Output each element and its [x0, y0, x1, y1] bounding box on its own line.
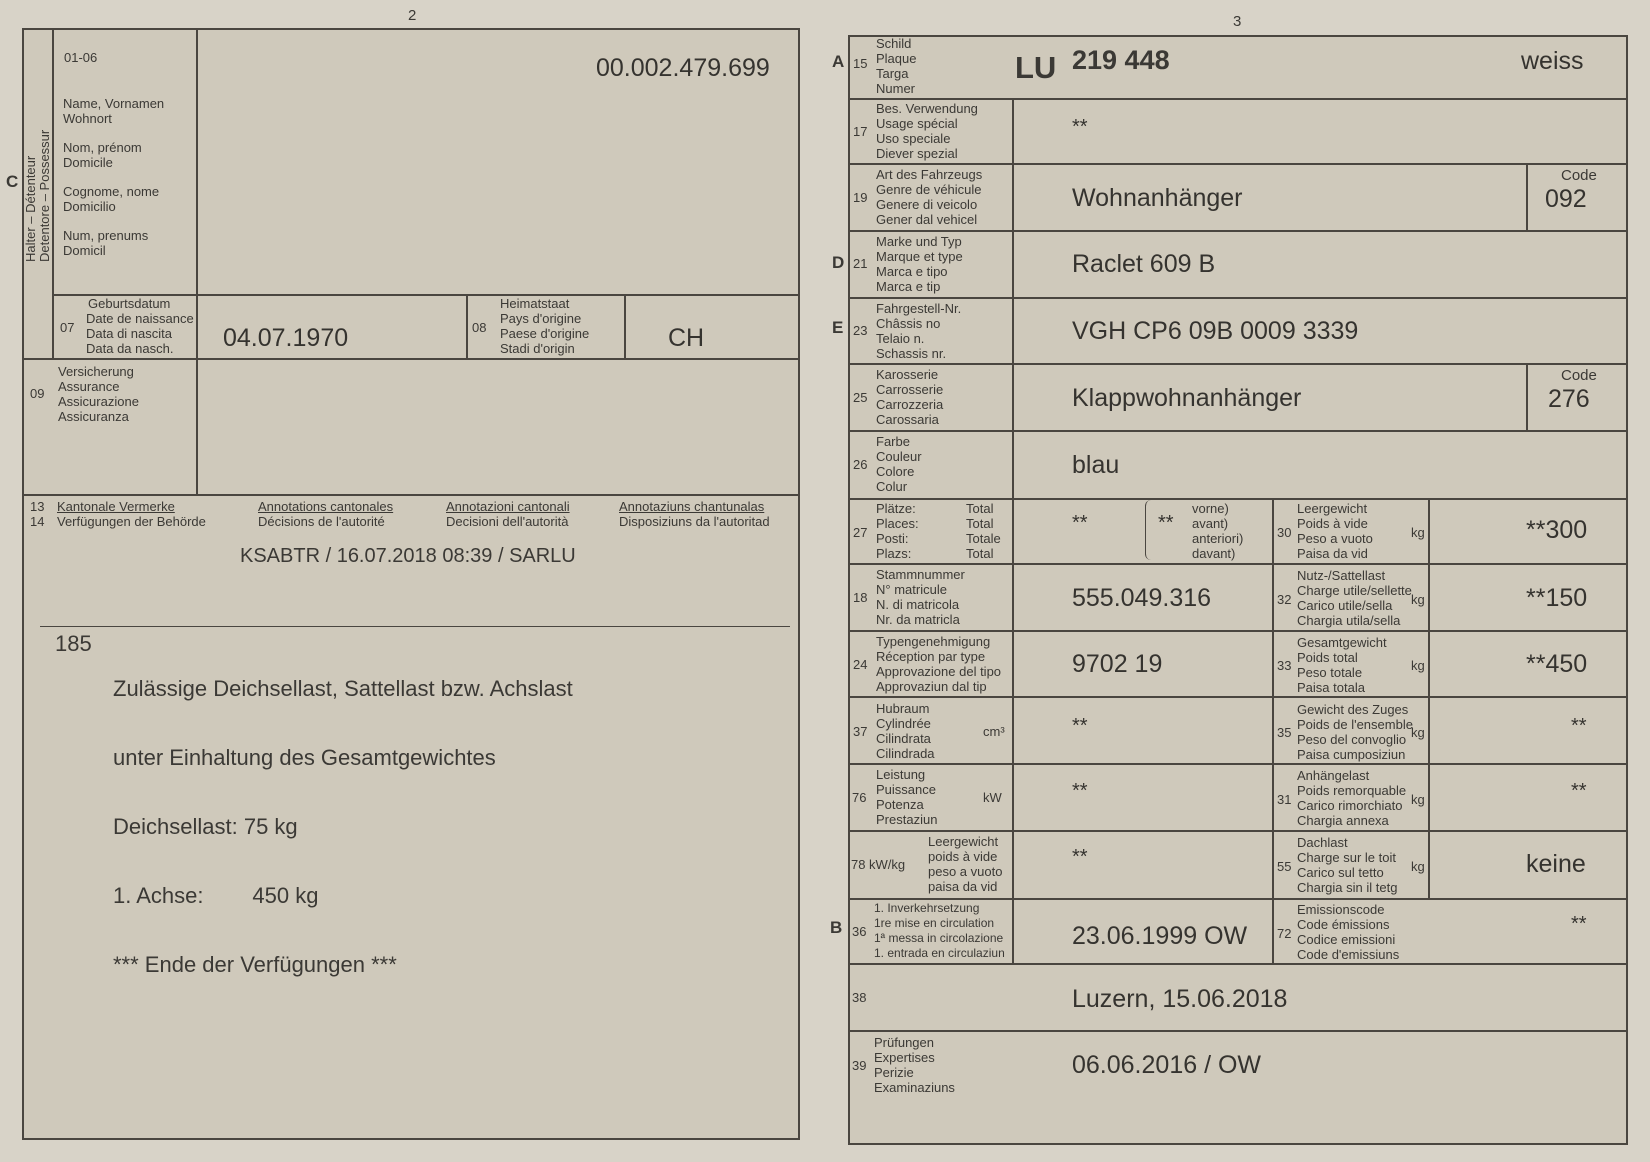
empty-weight-labels: Leergewicht Poids à vide Peso a vuoto Paisa da vid — [1297, 501, 1373, 561]
colour-labels: Farbe Couleur Colore Colur — [876, 434, 922, 494]
trailer-load-labels: Anhängelast Poids remorquable Carico rimorchiato Chargia annexa — [1297, 768, 1407, 828]
page-number-left: 2 — [408, 7, 417, 24]
body-code-value: 276 — [1548, 385, 1590, 413]
displacement-code: 37 — [853, 724, 868, 739]
payload-value: **150 — [1526, 584, 1588, 612]
annotation-code-13: 13 — [30, 499, 45, 514]
origin-labels: Heimatstaat Pays d'origine Paese d'origine Stadi d'origin — [500, 296, 590, 356]
place-date-code: 38 — [852, 990, 867, 1005]
make-model-code: 21 — [853, 256, 868, 271]
train-weight-labels: Gewicht des Zuges Poids de l'ensemble Peso del convoglio Paisa cumposiziun — [1297, 702, 1413, 762]
body-code: 25 — [853, 390, 868, 405]
roof-load-value: keine — [1526, 850, 1586, 878]
payload-unit: kg — [1411, 592, 1425, 607]
body-code-label: Code — [1561, 367, 1597, 384]
side-letter-e: E — [832, 318, 844, 337]
trailer-load-value: ** — [1571, 780, 1587, 802]
chassis-value: VGH CP6 09B 0009 3339 — [1072, 317, 1359, 345]
master-number-value: 555.049.316 — [1072, 584, 1212, 612]
vehicle-type-labels: Art des Fahrzeugs Genre de véhicule Genere di veicolo Gener dal vehicel — [876, 167, 983, 227]
total-weight-unit: kg — [1411, 658, 1425, 673]
insurance-labels: Versicherung Assurance Assicurazione Assicuranza — [58, 364, 139, 424]
chassis-code: 23 — [853, 323, 868, 338]
empty-weight-code: 30 — [1277, 525, 1292, 540]
train-weight-value: ** — [1571, 715, 1587, 737]
origin-value: CH — [668, 324, 705, 352]
page-number-right: 3 — [1233, 13, 1242, 30]
vehicle-type-code-label: Code — [1561, 167, 1597, 184]
inspections-labels: Prüfungen Expertises Perizie Examinaziuns — [874, 1035, 955, 1095]
roof-load-unit: kg — [1411, 859, 1425, 874]
roof-load-code: 55 — [1277, 859, 1292, 874]
colour-code: 26 — [853, 457, 868, 472]
vehicle-type-code: 19 — [853, 190, 868, 205]
birth-date-value: 04.07.1970 — [223, 324, 349, 352]
annotation-code-14: 14 — [30, 514, 45, 529]
body-labels: Karosserie Carrosserie Carrozzeria Carossaria — [876, 367, 944, 427]
annotation-header-fr: Annotations cantonales Décisions de l'autorité — [258, 499, 394, 529]
seats-front-value: ** — [1158, 512, 1174, 534]
plate-labels: Schild Plaque Targa Numer — [876, 36, 917, 96]
inspections-code: 39 — [852, 1058, 867, 1073]
origin-code: 08 — [472, 320, 487, 335]
displacement-labels: Hubraum Cylindrée Cilindrata Cilindrada — [876, 701, 935, 761]
empty-weight-value: **300 — [1526, 516, 1588, 544]
plate-canton: LU — [1015, 50, 1057, 85]
train-weight-code: 35 — [1277, 725, 1292, 740]
holder-vertical-label-1: Halter – Détenteur — [23, 155, 38, 262]
make-model-value: Raclet 609 B — [1072, 250, 1216, 278]
power-code: 76 — [852, 790, 867, 805]
seats-total-labels: Total Total Totale Total — [966, 501, 1001, 561]
type-approval-value: 9702 19 — [1072, 650, 1163, 678]
vehicle-type-code-value: 092 — [1545, 185, 1587, 213]
side-letter-c: C — [6, 172, 19, 191]
kw-kg-value: ** — [1072, 846, 1088, 868]
annotation-header-it: Annotazioni cantonali Decisioni dell'autorità — [446, 499, 570, 529]
body-value: Klappwohnanhänger — [1072, 384, 1302, 412]
trailer-load-code: 31 — [1277, 792, 1292, 807]
seats-total-value: ** — [1072, 512, 1088, 534]
seats-code: 27 — [853, 525, 868, 540]
emission-code-code: 72 — [1277, 926, 1292, 941]
power-unit: kW — [983, 790, 1002, 805]
first-registration-value: 23.06.1999 OW — [1072, 922, 1248, 950]
birth-labels: Geburtsdatum Date de naissance Data di nascita Data da nasch. — [86, 296, 194, 356]
special-use-value: ** — [1072, 116, 1088, 138]
power-labels: Leistung Puissance Potenza Prestaziun — [876, 767, 938, 827]
plate-color: weiss — [1521, 47, 1584, 75]
vehicle-type-value: Wohnanhänger — [1072, 184, 1243, 212]
holder-vertical-label-2: Detentore – Possessur — [37, 129, 52, 262]
master-number-code: 18 — [853, 590, 868, 605]
master-number-labels: Stammnummer N° matricule N. di matricola Nr. da matricla — [876, 567, 965, 627]
plate-number: 219 448 — [1072, 45, 1170, 75]
side-letter-b: B — [830, 918, 843, 937]
emission-code-labels: Emissionscode Code émissions Codice emissioni Code d'emissiuns — [1297, 902, 1400, 962]
trailer-load-unit: kg — [1411, 792, 1425, 807]
first-registration-labels: 1. Inverkehrsetzung 1re mise en circulation 1ª messa in circolazione 1. entrada en circulaziun — [874, 901, 1005, 960]
kw-kg-labels: Leergewicht poids à vide peso a vuoto paisa da vid — [928, 834, 1003, 894]
plate-code: 15 — [853, 56, 868, 71]
first-registration-code: 36 — [852, 924, 867, 939]
side-letter-d: D — [832, 253, 845, 272]
displacement-unit: cm³ — [983, 724, 1005, 739]
displacement-value: ** — [1072, 715, 1088, 737]
holder-name-labels: Name, Vornamen Wohnort Nom, prénom Domicile Cognome, nome Domicilio Num, prenums Domicil — [63, 96, 165, 258]
annotation-header-de: Kantonale Vermerke Verfügungen der Behörde — [57, 499, 206, 529]
side-letter-a: A — [832, 52, 845, 71]
registry-number: 00.002.479.699 — [596, 54, 770, 82]
inspections-value: 06.06.2016 / OW — [1072, 1051, 1262, 1079]
insurance-code: 09 — [30, 386, 45, 401]
chassis-labels: Fahrgestell-Nr. Châssis no Telaio n. Schassis nr. — [876, 301, 962, 361]
birth-code: 07 — [60, 320, 75, 335]
place-date-value: Luzern, 15.06.2018 — [1072, 985, 1288, 1013]
power-value: ** — [1072, 780, 1088, 802]
make-model-labels: Marke und Typ Marque et type Marca e tipo Marca e tip — [876, 234, 963, 294]
special-use-code: 17 — [853, 124, 868, 139]
special-use-labels: Bes. Verwendung Usage spécial Uso speciale Diever spezial — [876, 101, 978, 161]
train-weight-unit: kg — [1411, 725, 1425, 740]
emission-code-value: ** — [1571, 913, 1587, 935]
annotation-code-185: 185 — [55, 631, 92, 656]
type-approval-code: 24 — [853, 657, 868, 672]
total-weight-labels: Gesamtgewicht Poids total Peso totale Paisa totala — [1297, 635, 1387, 695]
total-weight-value: **450 — [1526, 650, 1588, 678]
annotation-header-rm: Annotaziuns chantunalas Disposiziuns da l'autoritad — [619, 499, 770, 529]
kw-kg-code: 78 — [851, 857, 866, 872]
kw-kg-label: kW/kg — [869, 857, 906, 872]
colour-value: blau — [1072, 451, 1120, 479]
holder-field-code: 01-06 — [64, 50, 98, 65]
roof-load-labels: Dachlast Charge sur le toit Carico sul tetto Chargia sin il tetg — [1297, 835, 1398, 895]
seats-labels: Plätze: Places: Posti: Plazs: — [876, 501, 919, 561]
payload-code: 32 — [1277, 592, 1292, 607]
annotation-stamp: KSABTR / 16.07.2018 08:39 / SARLU — [240, 545, 576, 567]
annotation-text: Zulässige Deichsellast, Sattellast bzw. Achslast unter Einhaltung des Gesamtgewichtes Deichsellast: 75 kg 1. Achse: 450 kg *** Ende der Verfügungen *** — [113, 676, 573, 977]
empty-weight-unit: kg — [1411, 525, 1425, 540]
type-approval-labels: Typengenehmigung Réception par type Approvazione del tipo Approvaziun dal tip — [876, 634, 1002, 694]
seats-brace — [1145, 500, 1152, 560]
total-weight-code: 33 — [1277, 658, 1292, 673]
seats-front-labels: vorne) avant) anteriori) davant) — [1192, 501, 1244, 561]
payload-labels: Nutz-/Sattellast Charge utile/sellette Carico utile/sella Chargia utila/sella — [1297, 568, 1412, 628]
